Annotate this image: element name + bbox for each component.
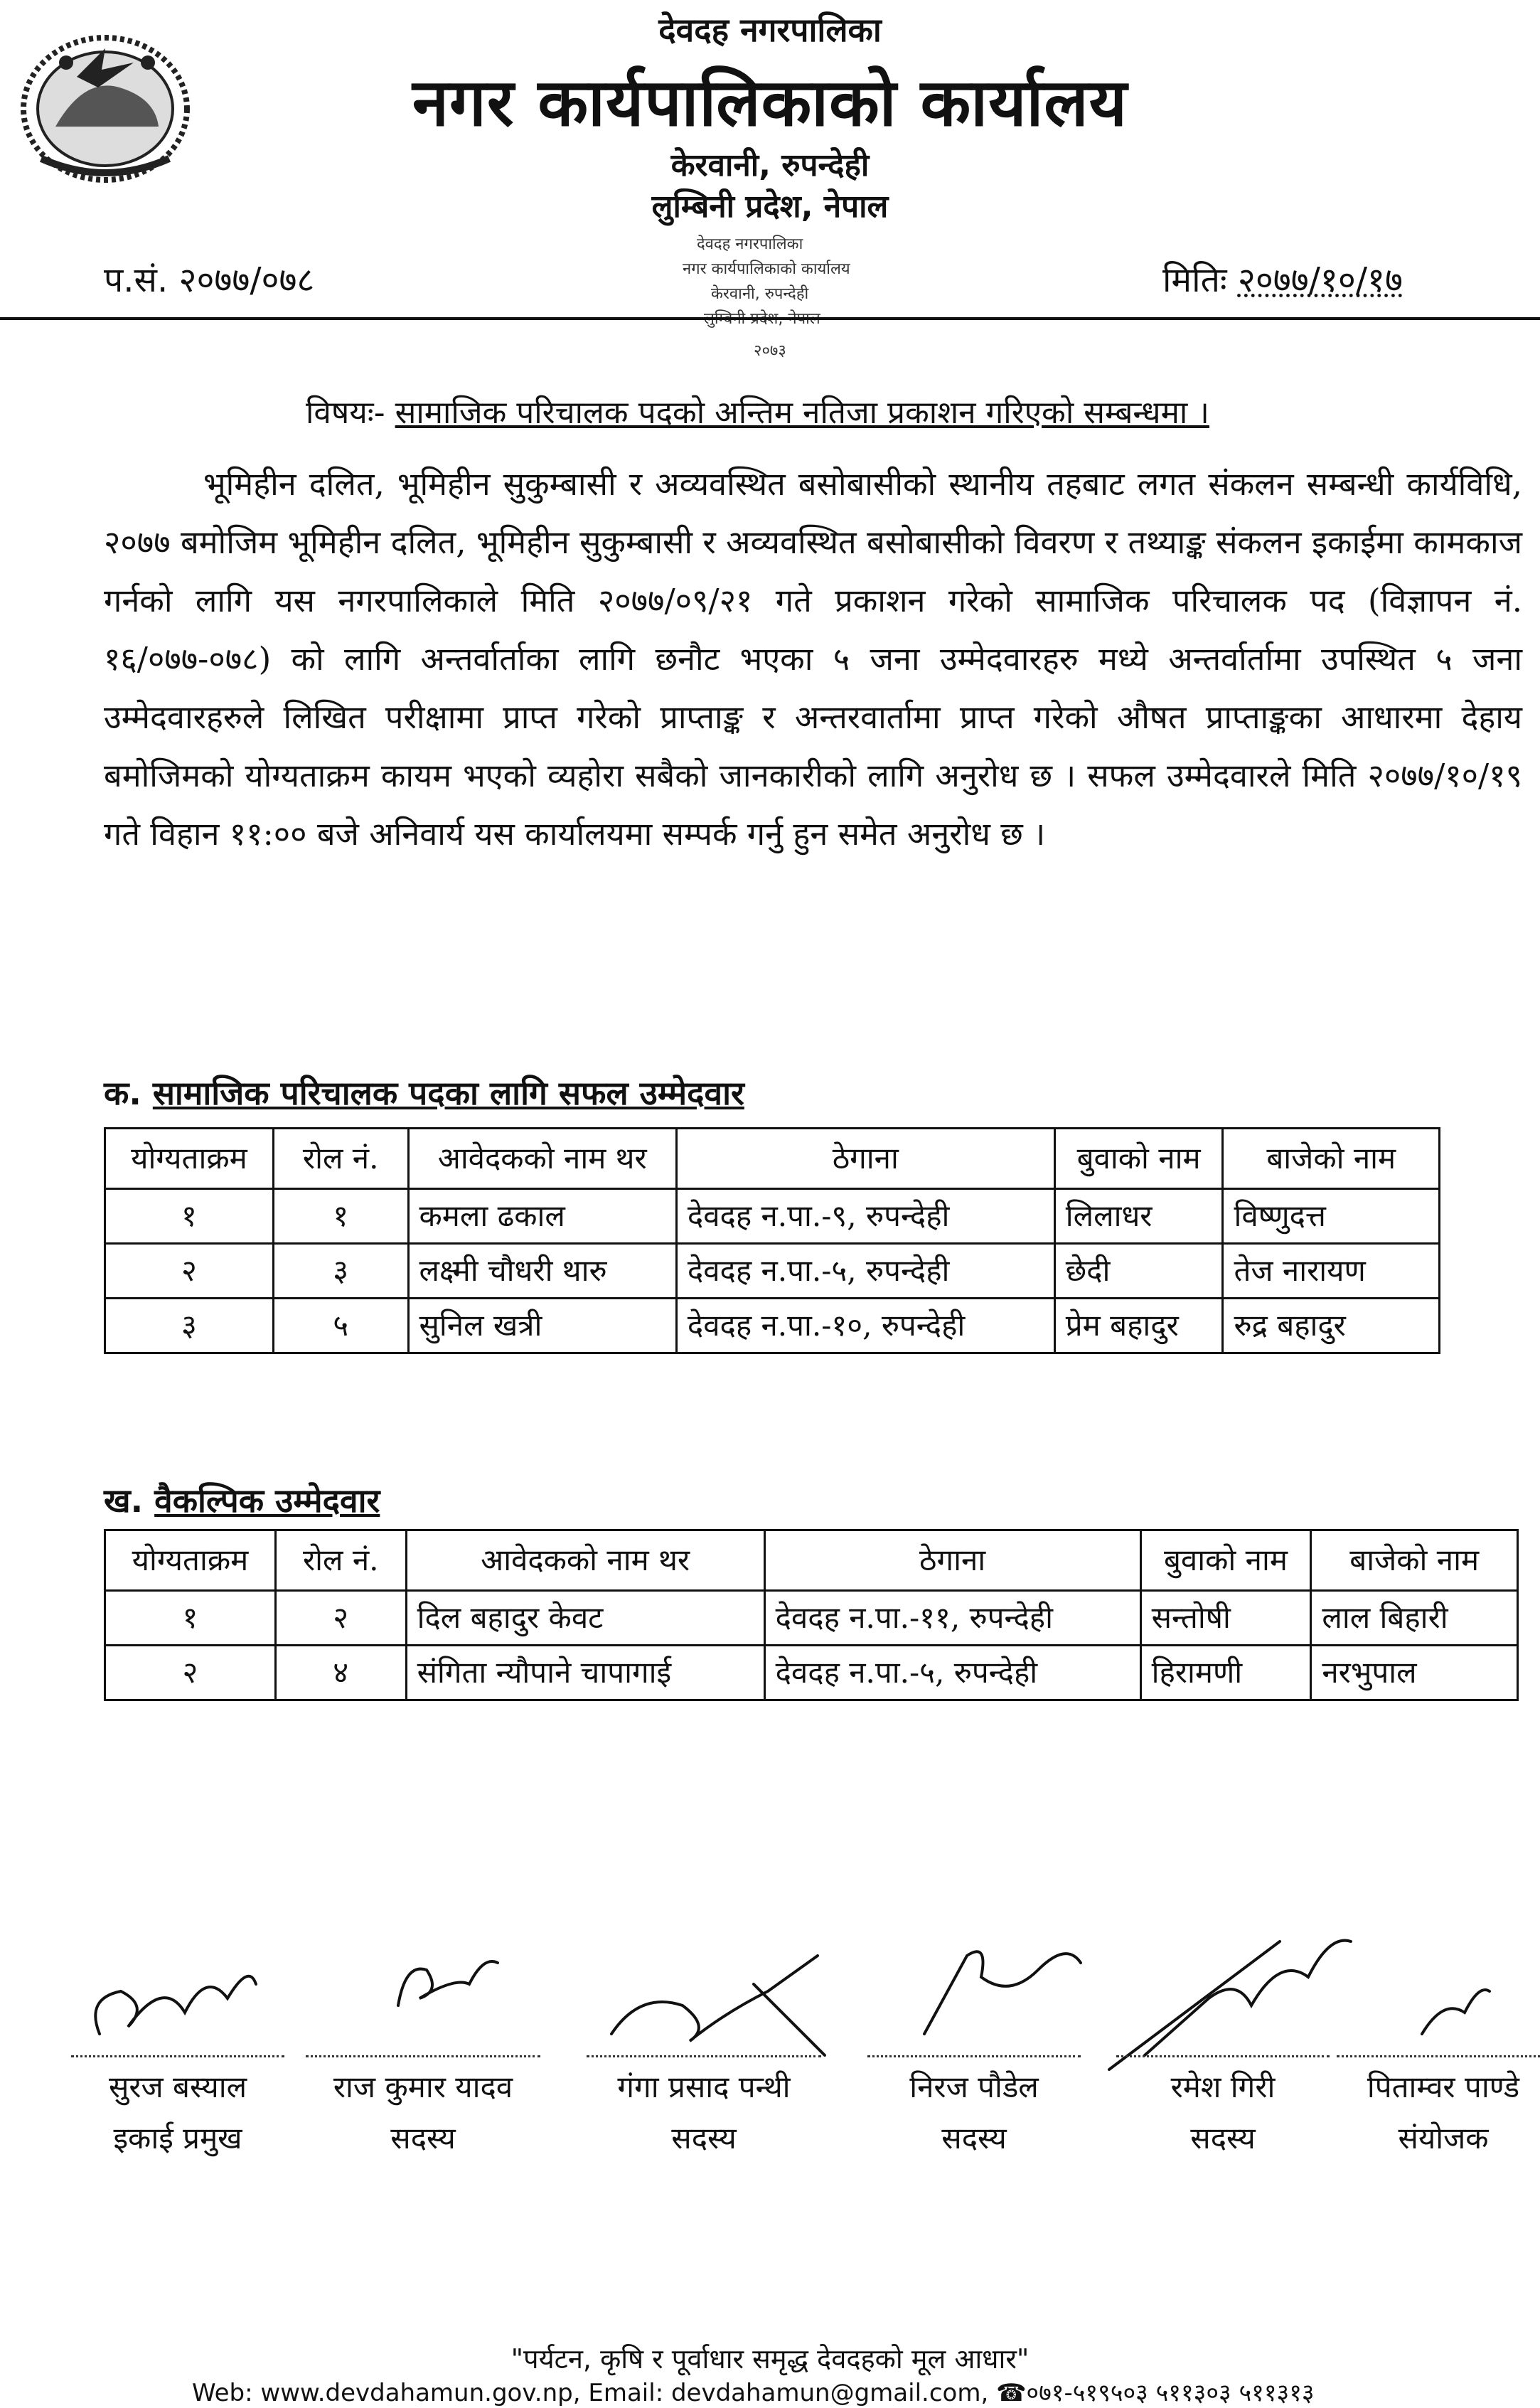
signatory-role: इकाई प्रमुख xyxy=(113,2121,242,2156)
signatory xyxy=(1116,2055,1330,2164)
successful-candidates-table xyxy=(104,1127,1440,1354)
cell-grandfather: विष्णुदत्त xyxy=(1223,1189,1440,1244)
table-row xyxy=(105,1244,1440,1299)
cell-address: देवदह न.पा.-५, रुपन्देही xyxy=(676,1244,1054,1299)
cell-father: लिलाधर xyxy=(1054,1189,1223,1244)
signature-2 xyxy=(398,1961,498,2005)
footer-contact: Web: www.devdahamun.gov.np, Email: devdahamun@gmail.com, ☎०७१-५१९५०३ ५११३०३ ५११३१३ xyxy=(192,2379,1315,2407)
cell-father: छेदी xyxy=(1054,1244,1223,1299)
date-label: मितिः xyxy=(1162,260,1227,300)
col-header-name: आवेदकको नाम थर xyxy=(408,1129,676,1189)
office-title: नगर कार्यपालिकाको कार्यालय xyxy=(412,65,1128,141)
table-row xyxy=(105,1646,1518,1700)
date-value: २०७७/१०/१७ xyxy=(1237,260,1403,300)
cell-roll: २ xyxy=(275,1591,406,1646)
col-header-father: बुवाको नाम xyxy=(1140,1530,1311,1591)
cell-father: हिरामणी xyxy=(1140,1646,1311,1700)
signatory xyxy=(587,2055,821,2164)
col-header-grandfather: बाजेको नाम xyxy=(1311,1530,1518,1591)
cell-grandfather: रुद्र बहादुर xyxy=(1223,1299,1440,1353)
signatory xyxy=(71,2055,284,2164)
alternate-candidates-table xyxy=(104,1529,1519,1701)
cell-grandfather: नरभुपाल xyxy=(1311,1646,1518,1700)
stamp-line-1: देवदह नगरपालिका xyxy=(697,235,803,253)
cell-name: लक्ष्मी चौधरी थारु xyxy=(408,1244,676,1299)
reference-number xyxy=(104,256,314,302)
stamp-line-3: केरवानी, रुपन्देही xyxy=(711,285,809,303)
cell-name: दिल बहादुर केवट xyxy=(406,1591,764,1646)
cell-address: देवदह न.पा.-५, रुपन्देही xyxy=(764,1646,1140,1700)
cell-rank: २ xyxy=(105,1244,274,1299)
signatory-name: पिताम्वर पाण्डे xyxy=(1367,2069,1520,2104)
signature-6 xyxy=(1422,1990,1490,2034)
col-header-address: ठेगाना xyxy=(676,1129,1054,1189)
cell-name: संगिता न्यौपाने चापागाई xyxy=(406,1646,764,1700)
signature-3 xyxy=(611,1956,825,2055)
signatory xyxy=(306,2055,540,2164)
signature-4 xyxy=(924,1951,1081,2034)
cell-grandfather: लाल बिहारी xyxy=(1311,1591,1518,1646)
table-row xyxy=(105,1591,1518,1646)
cell-rank: १ xyxy=(105,1189,274,1244)
reference-label: प.सं. xyxy=(104,260,169,300)
body-paragraph: भूमिहीन दलित, भूमिहीन सुकुम्बासी र अव्यवस्थित बसोबासीको स्थानीय तहबाट लगत संकलन सम्बन्धी कार्यविधि, २०७७ बमोजिम भूमिहीन दलित, भूमिहीन सुकुम्बासी र अव्यवस्थित बसोबासीको विवरण र तथ्याङ्क संकलन इकाईमा कामकाज गर्नको लागि यस नगरपालिकाले मिति २०७७/०९/२१ गते प्रकाशन गरेको सामाजिक परिचालक पद (विज्ञापन नं. १६/०७७-०७८) को लागि अन्तर्वार्ताका लागि छनौट भएका ५ जना उम्मेदवारहरु मध्ये अन्तर्वार्तामा उपस्थित ५ जना उम्मेदवारहरुले लिखित परीक्षामा प्राप्त गरेको प्राप्ताङ्क र अन्तरवार्तामा प्राप्त गरेको औषत प्राप्ताङ्कका आधारमा देहाय बमोजिमको योग्यताक्रम कायम भएको व्यहोरा सबैको जानकारीको लागि अनुरोध छ । सफल उम्मेदवारले मिति २०७७/१०/१९ गते विहान ११:०० बजे अनिवार्य यस कार्यालयमा सम्पर्क गर्नु हुन समेत अनुरोध छ । xyxy=(104,465,1522,853)
address-line-1: केरवानी, रुपन्देही xyxy=(670,147,870,183)
signatory-name: रमेश गिरी xyxy=(1170,2069,1276,2104)
cell-roll: ३ xyxy=(273,1244,408,1299)
signatory-role: सदस्य xyxy=(390,2121,456,2156)
stamp-line-4: लुम्बिनी प्रदेश, नेपाल xyxy=(704,310,820,328)
section-b-heading: वैकल्पिक उम्मेदवार xyxy=(154,1481,380,1520)
address-line-2: लुम्बिनी प्रदेश, नेपाल xyxy=(651,188,889,225)
letter-date xyxy=(1162,256,1403,302)
signatory-role: सदस्य xyxy=(941,2121,1007,2156)
cell-father: सन्तोषी xyxy=(1140,1591,1311,1646)
col-header-rank: योग्यताक्रम xyxy=(105,1129,274,1189)
section-a-prefix: क. xyxy=(104,1074,141,1112)
signatory-name: राज कुमार यादव xyxy=(333,2069,513,2104)
signature-5 xyxy=(1109,1941,1351,2069)
signatory-name: निरज पौडेल xyxy=(909,2069,1039,2104)
cell-grandfather: तेज नारायण xyxy=(1223,1244,1440,1299)
col-header-father: बुवाको नाम xyxy=(1054,1129,1223,1189)
section-a-heading: सामाजिक परिचालक पदका लागि सफल उम्मेदवार xyxy=(152,1074,744,1112)
section-b-title xyxy=(104,1478,380,1522)
signatory-role: सदस्य xyxy=(1190,2121,1256,2156)
signatory-role: संयोजक xyxy=(1398,2121,1489,2156)
col-header-roll: रोल नं. xyxy=(273,1129,408,1189)
signatory-name: सुरज बस्याल xyxy=(108,2069,247,2104)
cell-father: प्रेम बहादुर xyxy=(1054,1299,1223,1353)
subject-line xyxy=(306,390,1209,432)
cell-roll: ५ xyxy=(273,1299,408,1353)
signatory-role: सदस्य xyxy=(671,2121,737,2156)
cell-rank: २ xyxy=(105,1646,276,1700)
signatory-name: गंगा प्रसाद पन्थी xyxy=(617,2069,791,2104)
subject-label: विषयः- xyxy=(306,395,385,431)
col-header-rank: योग्यताक्रम xyxy=(105,1530,276,1591)
cell-name: कमला ढकाल xyxy=(408,1189,676,1244)
cell-roll: १ xyxy=(273,1189,408,1244)
col-header-address: ठेगाना xyxy=(764,1530,1140,1591)
cell-rank: ३ xyxy=(105,1299,274,1353)
table-row xyxy=(105,1189,1440,1244)
section-a-title xyxy=(104,1070,744,1114)
col-header-roll: रोल नं. xyxy=(275,1530,406,1591)
signature-scrawls xyxy=(71,1913,1493,2077)
cell-roll: ४ xyxy=(275,1646,406,1700)
table-row xyxy=(105,1299,1440,1353)
cell-address: देवदह न.पा.-१०, रुपन्देही xyxy=(676,1299,1054,1353)
footer-motto: "पर्यटन, कृषि र पूर्वाधार समृद्ध देवदहको मूल आधार" xyxy=(510,2343,1030,2375)
header-divider xyxy=(0,317,1540,320)
table-header-row xyxy=(105,1530,1518,1591)
reference-value: २०७७/०७८ xyxy=(178,260,315,300)
cell-name: सुनिल खत्री xyxy=(408,1299,676,1353)
cell-address: देवदह न.पा.-९, रुपन्देही xyxy=(676,1189,1054,1244)
section-b-prefix: ख. xyxy=(104,1481,144,1520)
subject-text: सामाजिक परिचालक पदको अन्तिम नतिजा प्रकाशन गरिएको सम्बन्धमा । xyxy=(395,395,1209,431)
col-header-name: आवेदकको नाम थर xyxy=(406,1530,764,1591)
table-header-row xyxy=(105,1129,1440,1189)
office-stamp xyxy=(661,213,896,377)
municipality-name: देवदह नगरपालिका xyxy=(658,11,882,49)
cell-address: देवदह न.पा.-११, रुपन्देही xyxy=(764,1591,1140,1646)
signatory xyxy=(1337,2055,1540,2164)
col-header-grandfather: बाजेको नाम xyxy=(1223,1129,1440,1189)
stamp-line-2: नगर कार्यपालिकाको कार्यालय xyxy=(683,260,850,278)
stamp-year: २०७३ xyxy=(754,342,786,360)
cell-rank: १ xyxy=(105,1591,276,1646)
signature-1 xyxy=(95,1976,256,2034)
signatory xyxy=(867,2055,1081,2164)
